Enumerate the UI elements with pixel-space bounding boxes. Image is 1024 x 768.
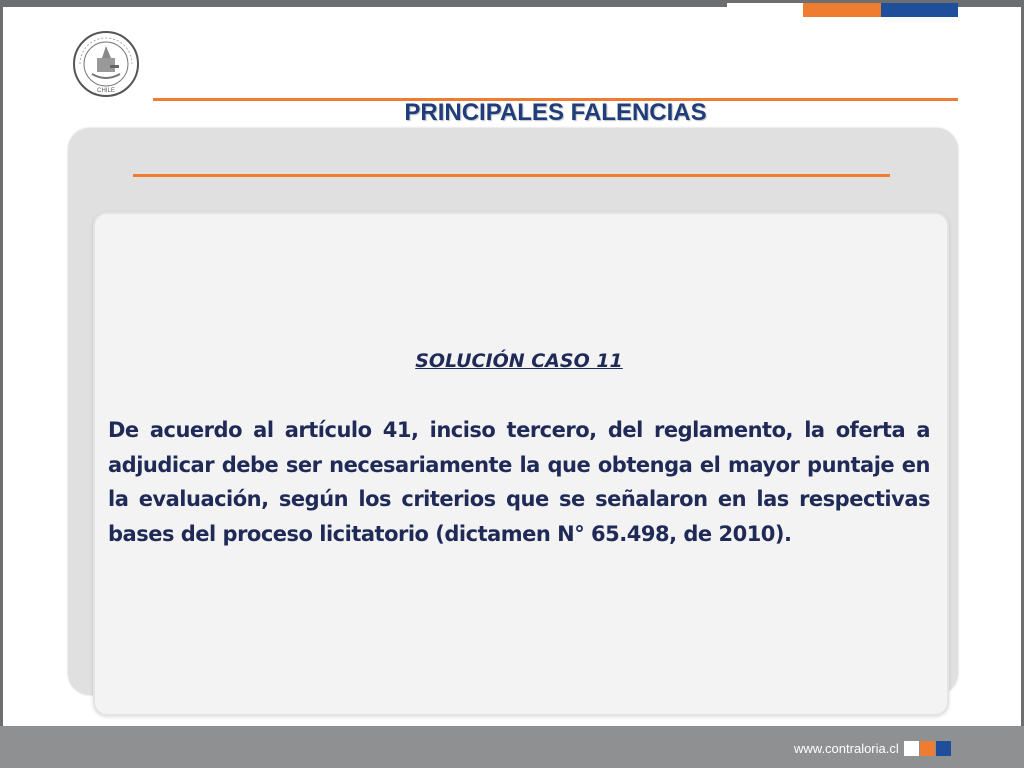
contraloria-seal-logo — [72, 30, 140, 98]
footer-blue-square — [936, 741, 951, 756]
seal-icon — [72, 30, 140, 98]
top-white-tab — [727, 3, 803, 15]
footer-orange-square — [920, 741, 935, 756]
left-frame-border — [0, 0, 3, 768]
top-orange-tab — [803, 3, 881, 17]
footer-website-link[interactable]: www.contraloria.cl — [794, 741, 899, 756]
seal-country-text: CHILE — [97, 88, 115, 94]
panel-divider-orange — [133, 174, 890, 177]
case-solution-heading: SOLUCIÓN CASO 11 — [415, 350, 623, 372]
top-blue-tab — [881, 3, 958, 17]
page-title: PRINCIPALES FALENCIAS — [404, 99, 707, 126]
case-solution-body: De acuerdo al artículo 41, inciso tercero, del reglamento, la oferta a adjudicar debe ser necesariamente la que obtenga el mayor puntaje en la evaluación, según los criterios que se señalaron en las respectivas bases del proceso licitatorio (dictamen N° 65.498, de 2010). — [108, 418, 930, 546]
footer-white-square — [904, 741, 919, 756]
